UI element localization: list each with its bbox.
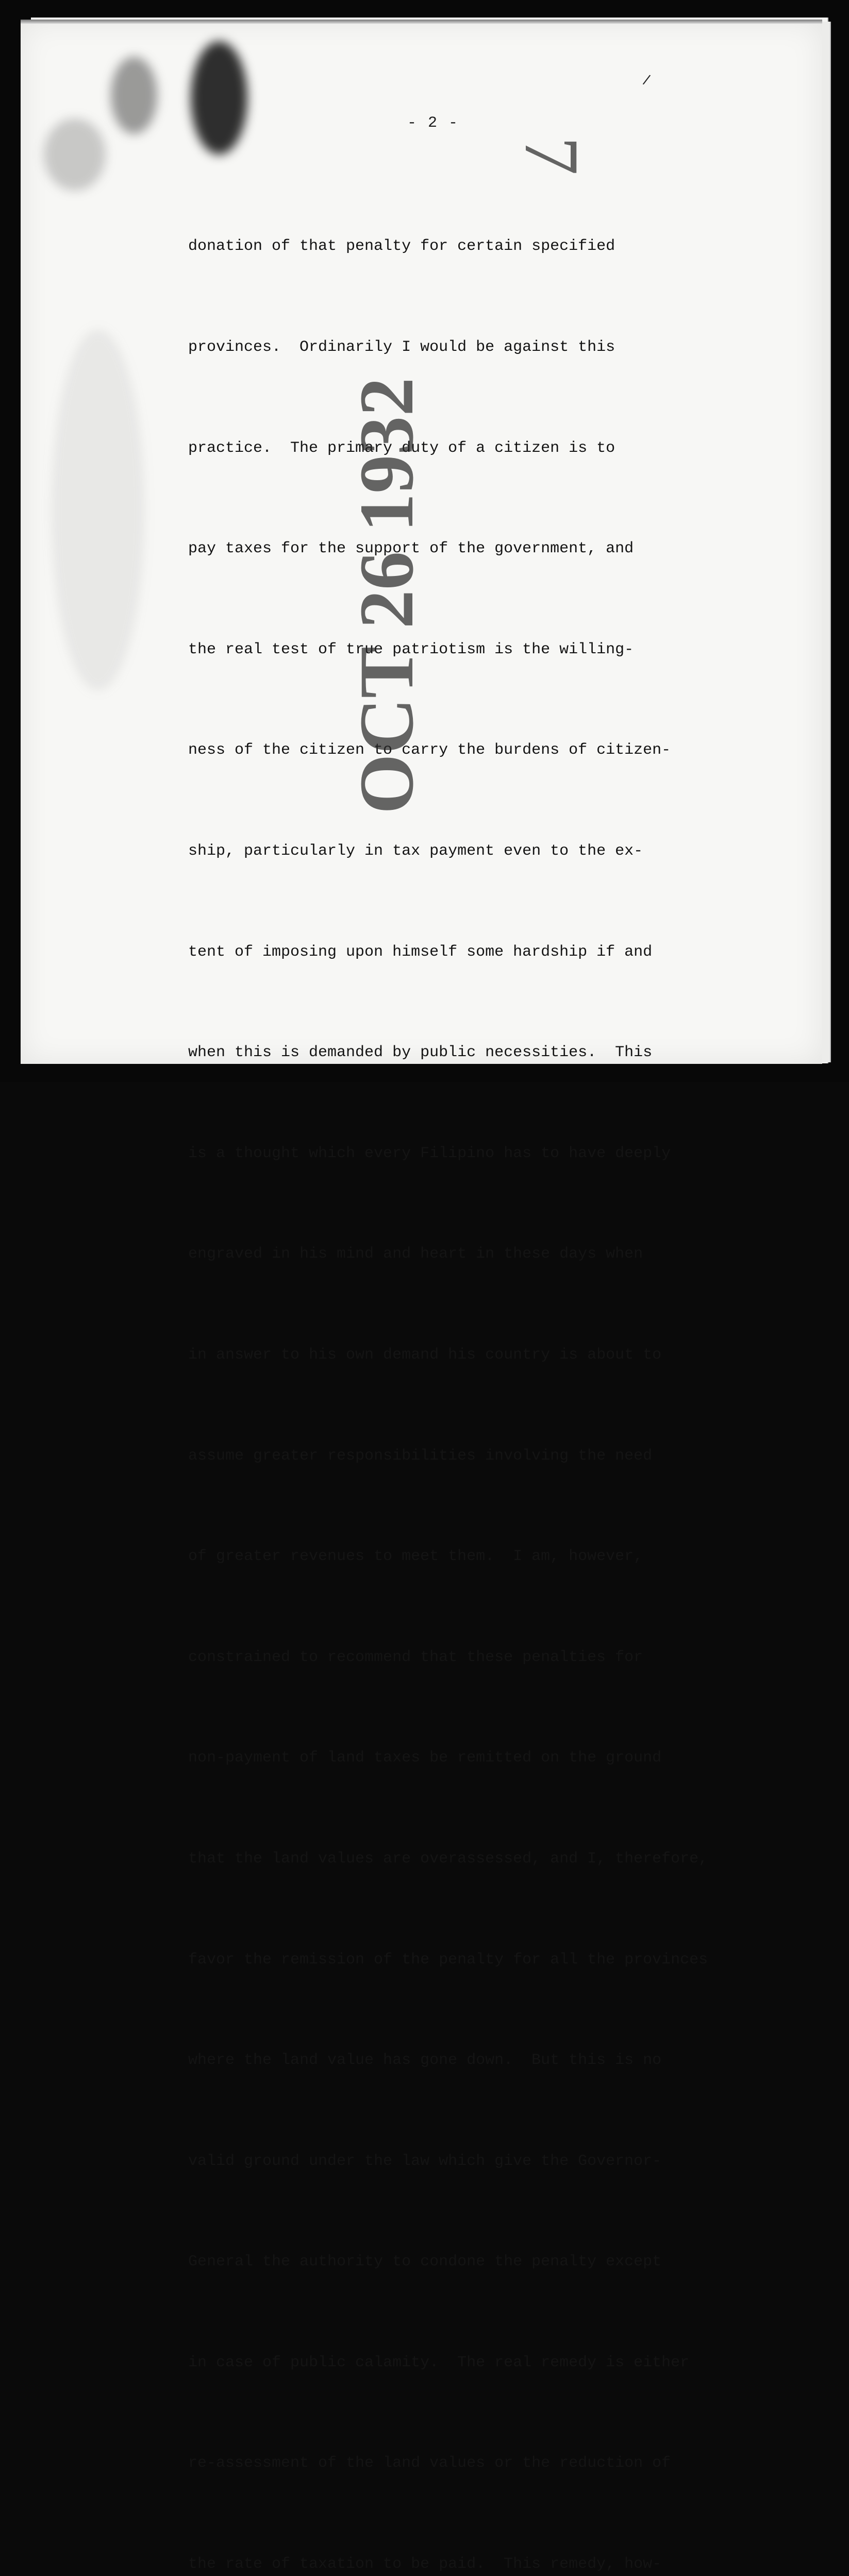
- ink-smudge: [44, 118, 106, 191]
- text-line: ship, particularly in tax payment even to the ex-: [188, 842, 643, 860]
- text-line: that the land values are overassessed, and I, therefore,: [188, 1850, 708, 1868]
- text-line: the rate of taxation to be paid. This remedy, how-: [188, 2555, 662, 2573]
- stamp-date-text: OCT 26 1932: [344, 377, 429, 814]
- text-line: pay taxes for the support of the government, and: [188, 540, 634, 558]
- page-edge: [21, 20, 822, 24]
- text-line: ness of the citizen to carry the burdens of citizen-: [188, 741, 671, 759]
- paper-stain: [52, 330, 144, 690]
- text-line: engraved in his mind and heart in these days when: [188, 1245, 643, 1263]
- text-line: is a thought which every Filipino has to have deeply: [188, 1144, 671, 1162]
- stamp-mark-glyph: 7: [509, 137, 594, 175]
- ink-smudge: [111, 57, 157, 134]
- text-line: in case of public calamity. The real remedy is either: [188, 2353, 690, 2371]
- pen-tick-mark: /: [642, 72, 652, 88]
- text-line: assume greater responsibilities involving the need: [188, 1447, 653, 1465]
- text-line: non-payment of land taxes be remitted on the ground: [188, 1749, 662, 1767]
- text-line: when this is demanded by public necessities. This: [188, 1044, 653, 1062]
- text-line: practice. The primary duty of a citizen is to: [188, 439, 615, 457]
- text-line: General the authority to condone the penalty except: [188, 2253, 662, 2271]
- text-line: tent of imposing upon himself some hardship if and: [188, 943, 653, 961]
- text-line: in answer to his own demand his country is about to: [188, 1346, 662, 1364]
- text-line: of greater revenues to meet them. I am, however,: [188, 1548, 643, 1566]
- text-line: constrained to recommend that these penalties for: [188, 1648, 643, 1666]
- text-line: where the land value has gone down. But this is no: [188, 2052, 662, 2070]
- ink-smudge: [191, 41, 247, 155]
- body-text: [188, 163, 771, 2576]
- text-line: provinces. Ordinarily I would be against this: [188, 338, 615, 356]
- page-number: - 2 -: [407, 114, 459, 132]
- text-line: favor the remission of the penalty for all the provinces: [188, 1951, 708, 1969]
- text-line: valid ground under the law which give the Governor-: [188, 2152, 662, 2170]
- text-line: donation of that penalty for certain specified: [188, 238, 615, 256]
- text-line: the real test of true patriotism is the willing-: [188, 640, 634, 658]
- text-line: re-assessment of the land values or the reduction of: [188, 2454, 671, 2472]
